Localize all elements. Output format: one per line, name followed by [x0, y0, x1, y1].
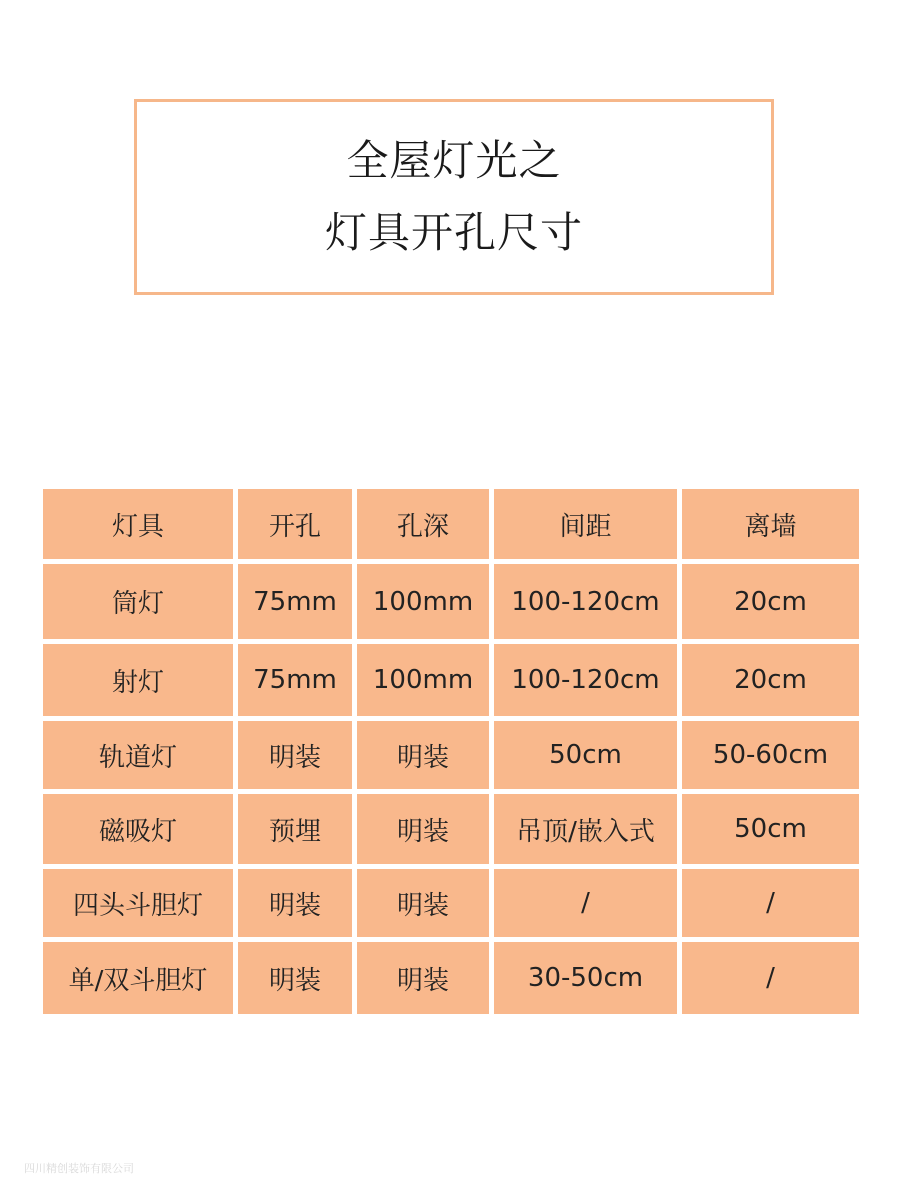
table-cell: 明装 — [357, 869, 489, 937]
table-cell: / — [682, 869, 859, 937]
title-line-2: 灯具开孔尺寸 — [324, 208, 583, 257]
table-cell: 75mm — [238, 564, 352, 639]
table-cell: / — [682, 942, 859, 1014]
watermark-text: 四川精创装饰有限公司 — [24, 1162, 134, 1175]
table-cell: 100-120cm — [494, 644, 677, 716]
table-cell: 50-60cm — [682, 721, 859, 789]
table-cell: 50cm — [494, 721, 677, 789]
table-header-row — [43, 489, 859, 559]
table-cell: 明装 — [238, 721, 352, 789]
header-cell-depth: 孔深 — [357, 489, 489, 559]
lighting-size-table — [43, 489, 859, 1019]
table-row — [43, 869, 859, 937]
table-cell: 吊顶/嵌入式 — [494, 794, 677, 864]
table-cell: 75mm — [238, 644, 352, 716]
table-cell: 射灯 — [43, 644, 233, 716]
table-row — [43, 942, 859, 1014]
table-cell: 20cm — [682, 644, 859, 716]
table-row — [43, 794, 859, 864]
title-box — [134, 99, 774, 295]
table-cell: 50cm — [682, 794, 859, 864]
table-row — [43, 644, 859, 716]
table-cell: 筒灯 — [43, 564, 233, 639]
table-cell: 100mm — [357, 564, 489, 639]
header-cell-spacing: 间距 — [494, 489, 677, 559]
table-cell: / — [494, 869, 677, 937]
table-cell: 单/双斗胆灯 — [43, 942, 233, 1014]
table-cell: 20cm — [682, 564, 859, 639]
title-line-1: 全屋灯光之 — [346, 136, 562, 185]
table-cell: 轨道灯 — [43, 721, 233, 789]
table-cell: 磁吸灯 — [43, 794, 233, 864]
table-cell: 30-50cm — [494, 942, 677, 1014]
table-cell: 明装 — [357, 721, 489, 789]
header-cell-hole: 开孔 — [238, 489, 352, 559]
table-row — [43, 564, 859, 639]
table-cell: 明装 — [238, 869, 352, 937]
table-cell: 100mm — [357, 644, 489, 716]
table-cell: 明装 — [357, 942, 489, 1014]
table-cell: 100-120cm — [494, 564, 677, 639]
table-row — [43, 721, 859, 789]
table-cell: 明装 — [357, 794, 489, 864]
table-cell: 明装 — [238, 942, 352, 1014]
table-cell: 四头斗胆灯 — [43, 869, 233, 937]
table-cell: 预埋 — [238, 794, 352, 864]
header-cell-wall-distance: 离墙 — [682, 489, 859, 559]
header-cell-fixture: 灯具 — [43, 489, 233, 559]
